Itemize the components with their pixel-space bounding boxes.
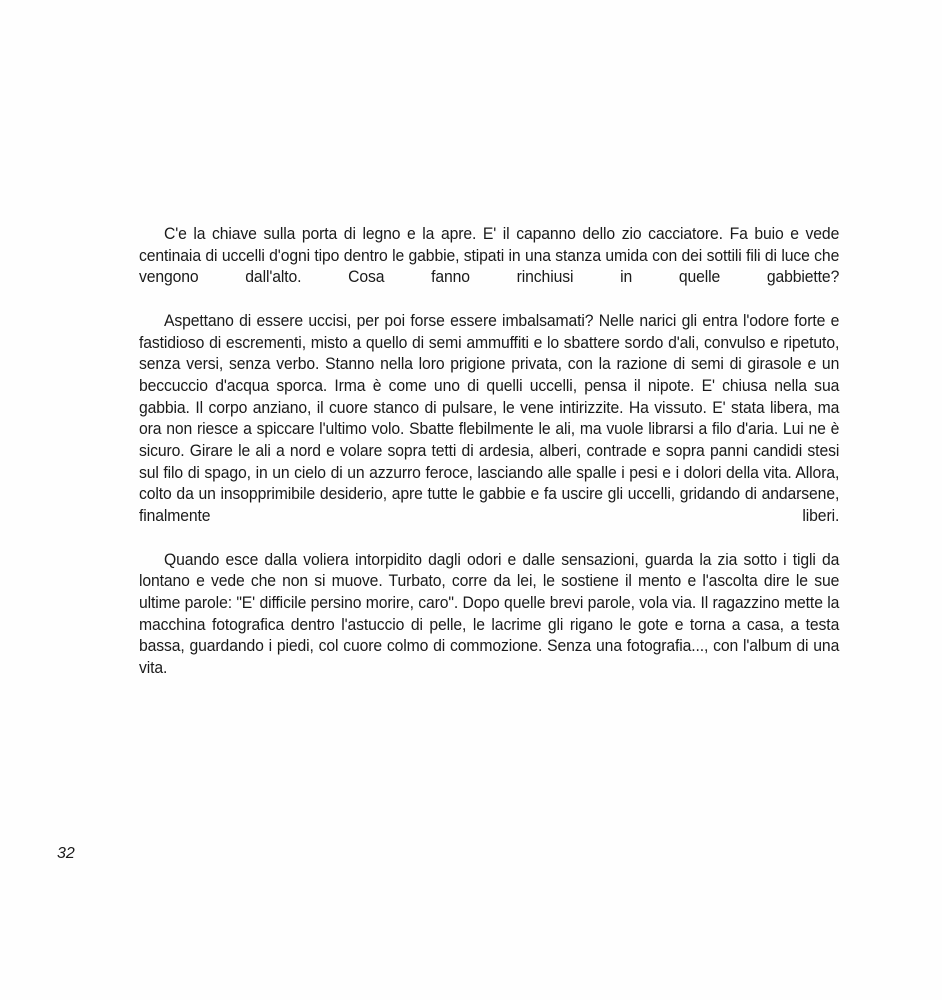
page-text-block bbox=[139, 224, 839, 680]
paragraph-2: Aspettano di essere uccisi, per poi forse essere imbalsamati? Nelle narici gli entra l'odore forte e fastidioso di escrementi, misto a quello di semi ammuffiti e lo sbattere sordo d'ali, convulso e ripetuto, senza versi, senza verbo. Stanno nella loro prigione privata, con la razione di semi di girasole e un beccuccio d'acqua sporca. Irma è come uno di quelli uccelli, pensa il nipote. E' chiusa nella sua gabbia. Il corpo anziano, il cuore stanco di pulsare, le vene intirizzite. Ha vissuto. E' stata libera, ma ora non riesce a spiccare l'ultimo volo. Sbatte flebilmente le ali, ma vuole librarsi a filo d'aria. Lui ne è sicuro. Girare le ali a nord e volare sopra tetti di ardesia, alberi, contrade e sopra panni candidi stesi sul filo di spago, in un cielo di un azzurro feroce, lasciando alle spalle i pesi e i dolori della vita. Allora, colto da un insopprimibile desiderio, apre tutte le gabbie e fa uscire gli uccelli, gridando di andarsene, finalmente liberi. bbox=[139, 311, 840, 526]
paragraph-1: C'e la chiave sulla porta di legno e la apre. E' il capanno dello zio cacciatore. Fa buio e vede centinaia di uccelli d'ogni tipo dentro le gabbie, stipati in una stanza umida con dei sottili fili di luce che vengono dall'alto. Cosa fanno rinchiusi in quelle gabbiette? bbox=[139, 225, 840, 287]
page-number: 32 bbox=[57, 845, 75, 862]
paragraph-3: Quando esce dalla voliera intorpidito dagli odori e dalle sensazioni, guarda la zia sotto i tigli da lontano e vede che non si muove. Turbato, corre da lei, le sostiene il mento e l'ascolta dire le sue ultime parole: "E' difficile persino morire, caro". Dopo quelle brevi parole, vola via. Il ragazzino mette la macchina fotografica dentro l'astuccio di pelle, le lacrime gli rigano le gote e torna a casa, a testa bassa, guardando i piedi, col cuore colmo di commozione. Senza una fotografia..., con l'album di una vita. bbox=[139, 550, 840, 678]
